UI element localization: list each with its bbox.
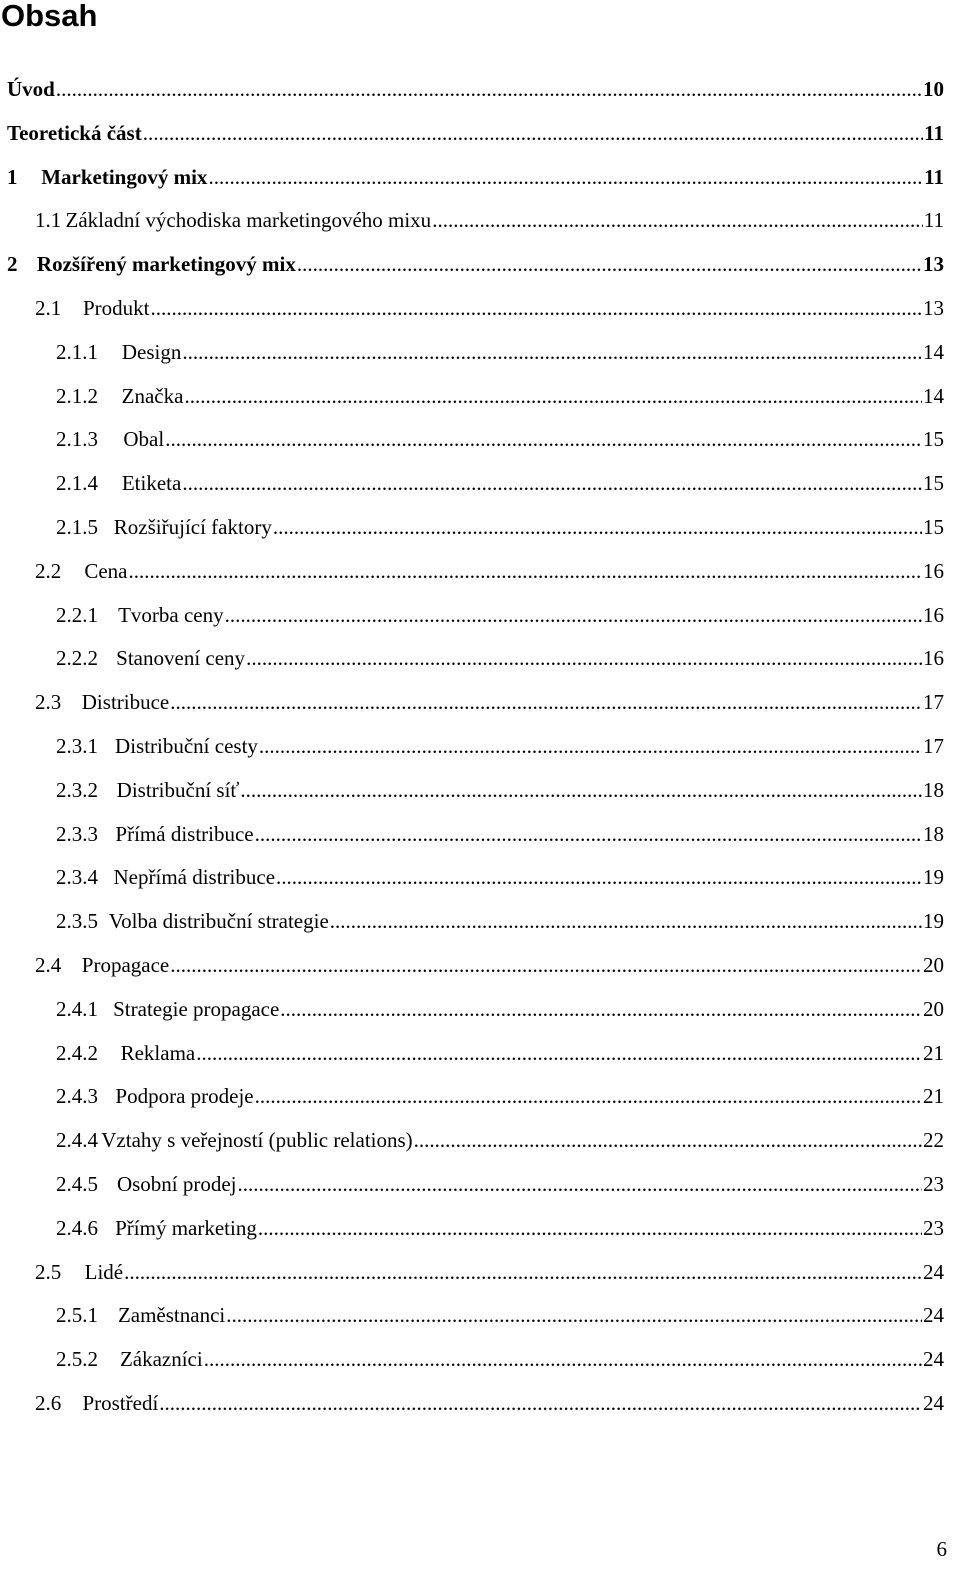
toc-entry[interactable] <box>0 462 944 506</box>
toc-entry-number: 2.6 <box>35 1390 62 1415</box>
toc-entry-page: 14 <box>923 383 944 408</box>
toc-entry[interactable] <box>0 1032 944 1076</box>
toc-entry-number: 2.1.4 <box>56 471 98 496</box>
toc-entry-label: Tvorba ceny <box>118 602 224 627</box>
toc-entry-number: 2.2.1 <box>56 602 98 627</box>
toc-leader <box>196 1032 922 1076</box>
toc-entry[interactable] <box>0 1075 944 1119</box>
toc-leader <box>414 1119 922 1163</box>
toc-entry-label: Propagace <box>81 952 170 977</box>
toc-entry-page: 19 <box>923 865 944 890</box>
toc-entry-number: 2.1.5 <box>56 514 98 539</box>
toc-entry-label: Prostředí <box>82 1390 159 1415</box>
toc-leader <box>259 725 922 769</box>
toc-entry-label: Volba distribuční strategie <box>108 909 329 934</box>
toc-leader <box>124 1251 922 1295</box>
toc-entry[interactable] <box>0 199 944 243</box>
toc-leader <box>143 112 923 156</box>
toc-entry-page: 22 <box>923 1128 944 1153</box>
toc-entry-page: 16 <box>923 602 944 627</box>
toc-entry-page: 13 <box>923 252 944 277</box>
toc-entry[interactable] <box>0 68 944 112</box>
toc-entry-number: 2.4.5 <box>56 1171 98 1196</box>
toc-entry[interactable] <box>0 637 944 681</box>
toc-entry-page: 24 <box>923 1259 944 1284</box>
toc-leader <box>280 988 922 1032</box>
page-number: 6 <box>936 1537 947 1561</box>
toc-leader <box>170 681 922 725</box>
toc-entry-page: 18 <box>923 821 944 846</box>
toc-entry-number: 2.3 <box>35 690 62 715</box>
toc-entry-number: 2.2.2 <box>56 646 98 671</box>
toc-entry-page: 20 <box>923 952 944 977</box>
toc-entry-label: Distribuční síť <box>116 777 240 802</box>
toc-entry[interactable] <box>0 856 944 900</box>
toc-entry-number: 2.1.2 <box>56 383 98 408</box>
toc-entry-number: 2.2 <box>35 558 62 583</box>
toc-entry-label: Produkt <box>83 295 150 320</box>
toc-entry[interactable] <box>0 243 944 287</box>
toc-entry-number: 2.4.1 <box>56 996 98 1021</box>
toc-entry-label: Nepřímá distribuce <box>113 865 276 890</box>
toc-entry-label: Distribuční cesty <box>115 733 258 758</box>
toc-entry-label: Strategie propagace <box>113 996 280 1021</box>
toc-entry[interactable] <box>0 156 944 200</box>
toc-entry[interactable] <box>0 1382 944 1426</box>
toc-entry-page: 14 <box>923 339 944 364</box>
toc-entry-label: Marketingový mix <box>41 164 208 189</box>
toc-entry-page: 21 <box>923 1040 944 1065</box>
toc-entry-number: 2.1.3 <box>56 427 98 452</box>
toc-entry[interactable] <box>0 1251 944 1295</box>
toc-entry-page: 24 <box>923 1347 944 1372</box>
toc-entry-page: 11 <box>923 208 944 233</box>
toc-leader <box>226 1294 922 1338</box>
toc-entry-label: Cena <box>84 558 128 583</box>
toc-entry[interactable] <box>0 813 944 857</box>
toc-leader <box>151 287 922 331</box>
toc-entry-page: 15 <box>923 514 944 539</box>
toc-entry[interactable] <box>0 725 944 769</box>
toc-entry[interactable] <box>0 594 944 638</box>
toc-entry-page: 23 <box>923 1215 944 1240</box>
toc-entry-number: 2.4 <box>35 952 62 977</box>
toc-entry-number: 2.1.1 <box>56 339 98 364</box>
table-of-contents <box>0 68 944 1426</box>
toc-entry-label: Přímý marketing <box>115 1215 257 1240</box>
toc-entry[interactable] <box>0 287 944 331</box>
toc-entry[interactable] <box>0 1119 944 1163</box>
toc-entry[interactable] <box>0 988 944 1032</box>
toc-entry-number: 2.3.1 <box>56 733 98 758</box>
toc-entry-page: 11 <box>924 120 944 145</box>
toc-entry-label: Rozšiřující faktory <box>113 514 272 539</box>
page-title: Obsah <box>1 0 98 33</box>
toc-entry-page: 18 <box>923 777 944 802</box>
toc-entry-page: 11 <box>924 164 944 189</box>
toc-entry-number: 2.4.6 <box>56 1215 98 1240</box>
toc-entry-page: 19 <box>923 909 944 934</box>
toc-entry-number: 2.5.1 <box>56 1303 98 1328</box>
toc-entry-number: 1 <box>7 164 18 189</box>
toc-leader <box>432 199 923 243</box>
toc-entry-label: Zákazníci <box>119 1347 203 1372</box>
toc-entry-page: 15 <box>923 471 944 496</box>
toc-entry-number: 2.4.2 <box>56 1040 98 1065</box>
toc-entry-page: 17 <box>923 733 944 758</box>
toc-entry-label: Úvod <box>7 77 55 101</box>
toc-entry-page: 24 <box>923 1390 944 1415</box>
toc-entry[interactable] <box>0 900 944 944</box>
toc-leader <box>204 1338 922 1382</box>
toc-entry-page: 16 <box>923 646 944 671</box>
toc-leader <box>258 1207 922 1251</box>
toc-entry-number: 2.1 <box>35 295 62 320</box>
toc-entry-label: Stanovení ceny <box>116 646 246 671</box>
toc-leader <box>165 418 922 462</box>
toc-leader <box>240 769 922 813</box>
toc-entry[interactable] <box>0 1163 944 1207</box>
toc-entry[interactable] <box>0 1338 944 1382</box>
toc-entry[interactable] <box>0 1294 944 1338</box>
toc-entry-label: Zaměstnanci <box>117 1303 226 1328</box>
toc-leader <box>159 1382 922 1426</box>
toc-entry[interactable] <box>0 1207 944 1251</box>
toc-entry[interactable] <box>0 331 944 375</box>
toc-entry-page: 10 <box>923 77 944 101</box>
toc-leader <box>255 1075 922 1119</box>
toc-entry-page: 21 <box>923 1084 944 1109</box>
toc-entry[interactable] <box>0 418 944 462</box>
toc-leader <box>246 637 922 681</box>
toc-entry-number: 2.5 <box>35 1259 62 1284</box>
toc-leader <box>238 1163 922 1207</box>
toc-entry-label: Osobní prodej <box>116 1171 237 1196</box>
toc-entry[interactable] <box>0 944 944 988</box>
toc-entry-page: 24 <box>923 1303 944 1328</box>
toc-entry[interactable] <box>0 550 944 594</box>
toc-leader <box>182 331 922 375</box>
toc-entry-number: 2.3.5 <box>56 909 98 934</box>
toc-entry-label: Vztahy s veřejností (public relations) <box>101 1128 413 1153</box>
toc-entry-label: Přímá distribuce <box>115 821 254 846</box>
toc-entry-label: Značka <box>121 383 184 408</box>
toc-entry-number: 2.3.2 <box>56 777 98 802</box>
toc-entry-label: Teoretická část <box>7 120 142 145</box>
toc-leader <box>276 856 922 900</box>
toc-entry[interactable] <box>0 506 944 550</box>
toc-entry-number: 1.1 <box>35 208 62 233</box>
toc-entry-label: Základní východiska marketingového mixu <box>65 208 432 233</box>
toc-leader <box>56 68 922 112</box>
toc-entry-label: Podpora prodeje <box>115 1084 254 1109</box>
toc-entry-page: 23 <box>923 1171 944 1196</box>
toc-entry-label: Distribuce <box>81 690 170 715</box>
toc-leader <box>225 594 922 638</box>
toc-entry-label: Etiketa <box>121 471 182 496</box>
toc-entry[interactable] <box>0 769 944 813</box>
toc-entry-page: 15 <box>923 427 944 452</box>
toc-leader <box>182 462 922 506</box>
toc-entry[interactable] <box>0 375 944 419</box>
toc-entry-page: 17 <box>923 690 944 715</box>
toc-leader <box>129 550 922 594</box>
toc-entry-page: 20 <box>923 996 944 1021</box>
toc-leader <box>273 506 922 550</box>
toc-leader <box>330 900 922 944</box>
toc-entry-label: Design <box>121 339 182 364</box>
toc-entry-number: 2 <box>7 252 18 277</box>
toc-leader <box>170 944 922 988</box>
toc-entry[interactable] <box>0 681 944 725</box>
toc-entry-page: 16 <box>923 558 944 583</box>
toc-leader <box>255 813 922 857</box>
toc-leader <box>184 375 922 419</box>
toc-entry-number: 2.4.3 <box>56 1084 98 1109</box>
toc-leader <box>208 156 923 200</box>
toc-entry-number: 2.5.2 <box>56 1347 98 1372</box>
toc-entry-label: Rozšířený marketingový mix <box>36 252 296 277</box>
toc-entry-label: Reklama <box>120 1040 196 1065</box>
toc-entry-label: Obal <box>123 427 165 452</box>
toc-entry-page: 13 <box>923 295 944 320</box>
toc-entry[interactable] <box>0 112 944 156</box>
toc-entry-number: 2.3.4 <box>56 865 98 890</box>
toc-leader <box>297 243 922 287</box>
toc-entry-number: 2.4.4 <box>56 1128 98 1153</box>
toc-entry-label: Lidé <box>84 1259 124 1284</box>
toc-entry-number: 2.3.3 <box>56 821 98 846</box>
